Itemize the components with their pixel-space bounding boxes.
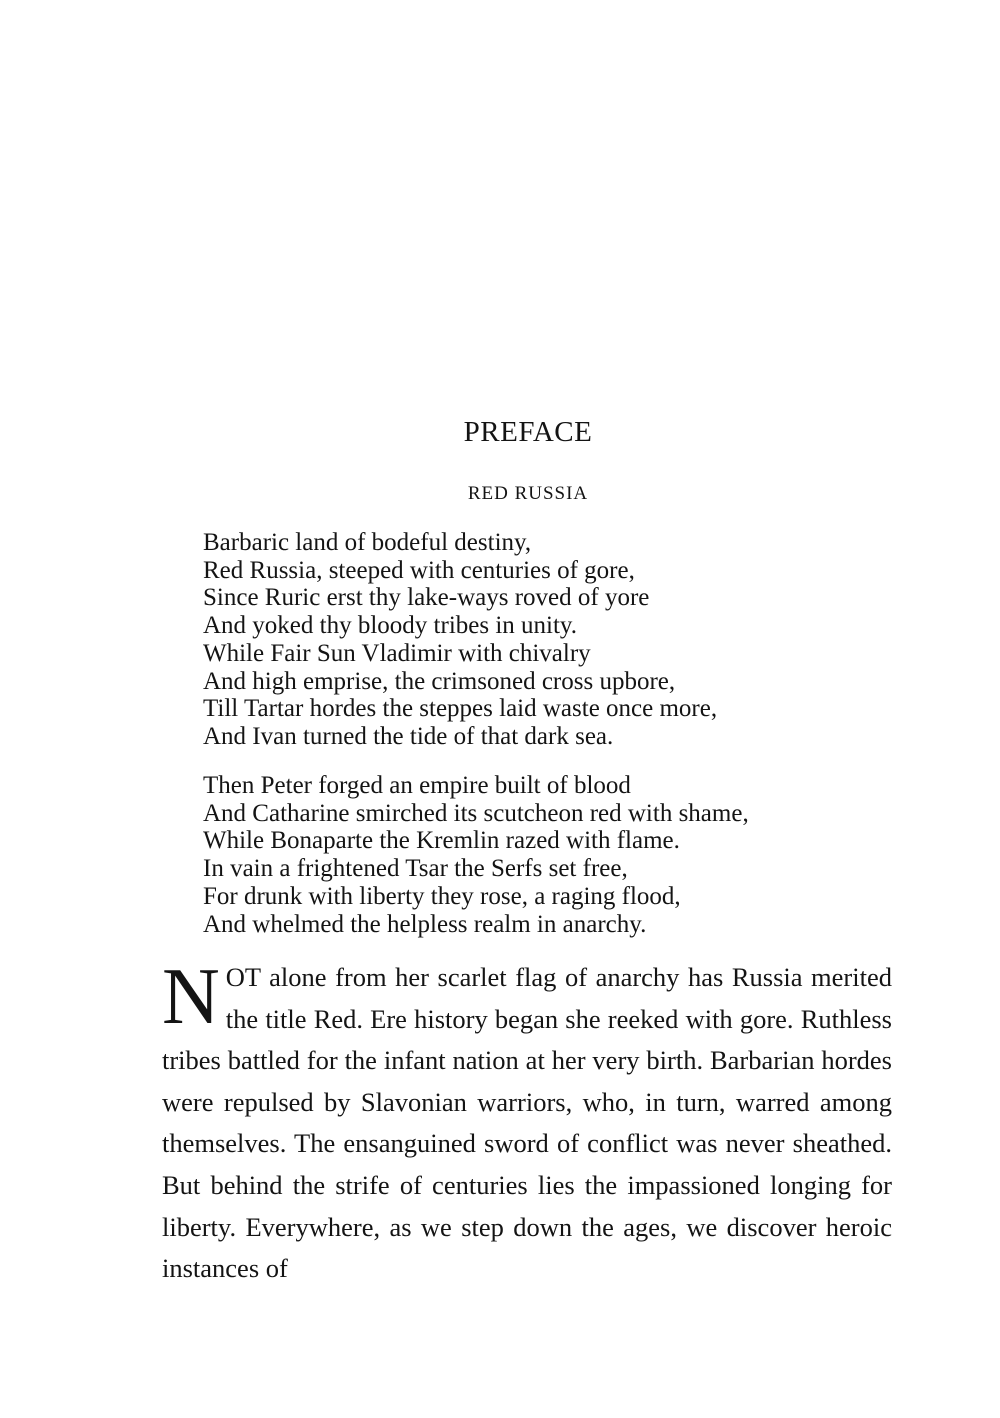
- verse-line: Then Peter forged an empire built of blood: [203, 772, 631, 799]
- verse-line: While Bonaparte the Kremlin razed with flame.: [203, 827, 680, 855]
- verse-line: For drunk with liberty they rose, a raging flood,: [203, 882, 681, 910]
- poem-title: RED RUSSIA: [467, 483, 589, 504]
- poem-stanza-1: [203, 529, 717, 751]
- poem-stanza-2: [203, 772, 749, 938]
- verse-line: And high emprise, the crimsoned cross upbore,: [203, 667, 676, 695]
- verse-line: Barbaric land of bodeful destiny,: [203, 529, 532, 556]
- paragraph-text: OT alone from her scarlet flag of anarchy has Russia merited the title Red. Ere history began she reeked with gore. Ruthless tribes battled for the infant nation at her very birth. Barbarian hordes were repulsed by Slavonian warriors, who, in turn, warred among themselves. The ensanguined sword of conflict was never sheathed. But behind the strife of centuries lies the impassioned longing for liberty. Everywhere, as we step down the ages, we discover heroic instances of: [162, 962, 892, 1284]
- verse-line: Red Russia, steeped with centuries of gore,: [203, 556, 635, 584]
- page-title: PREFACE: [463, 416, 593, 448]
- body-paragraph: [162, 953, 892, 1290]
- verse-line: Till Tartar hordes the steppes laid waste once more,: [203, 695, 718, 723]
- verse-line: Since Ruric erst thy lake-ways roved of yore: [203, 584, 650, 612]
- drop-cap: N: [162, 953, 220, 1041]
- verse-line: While Fair Sun Vladimir with chivalry: [203, 639, 591, 667]
- verse-line: And Catharine smirched its scutcheon red with shame,: [203, 799, 749, 827]
- verse-line: And Ivan turned the tide of that dark sea.: [203, 722, 614, 750]
- verse-line: In vain a frightened Tsar the Serfs set free,: [203, 855, 628, 883]
- verse-line: And yoked thy bloody tribes in unity.: [203, 612, 578, 640]
- verse-line: And whelmed the helpless realm in anarchy.: [203, 910, 647, 938]
